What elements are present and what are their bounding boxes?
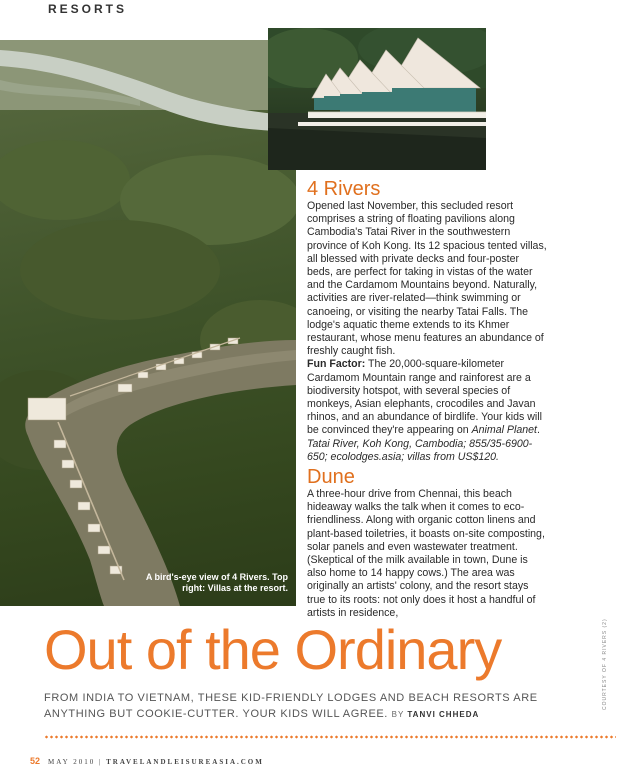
photo-caption: A bird's-eye view of 4 Rivers. Top right: Villas at the resort. xyxy=(145,572,288,593)
page-number: 52 xyxy=(30,756,41,766)
issue-date: MAY 2010 xyxy=(48,758,96,766)
fun-factor-paragraph xyxy=(307,358,547,464)
deck xyxy=(44,690,564,723)
byline-author: TANVI CHHEDA xyxy=(407,710,480,719)
dotted-rule xyxy=(44,735,616,739)
resort-title-4-rivers: 4 Rivers xyxy=(307,178,381,200)
resort-title-dune: Dune xyxy=(307,466,355,489)
aerial-photo xyxy=(0,40,296,606)
photo-credit xyxy=(598,620,608,730)
byline xyxy=(392,710,480,719)
fun-factor-end: . xyxy=(536,424,540,437)
article-column xyxy=(307,178,547,620)
deck-text: FROM INDIA TO VIETNAM, THESE KID-FRIENDLY LODGES AND BEACH RESORTS ARE ANYTHING BUT COOKIE-CUTTER. YOUR KIDS WILL AGREE. xyxy=(44,692,538,720)
page-footer: 52 MAY 2010 | TRAVELANDLEISUREASIA.COM xyxy=(30,756,264,766)
show-title: Animal Planet xyxy=(471,424,537,437)
resort-body-4-rivers: Opened last November, this secluded resort comprises a string of floating pavilions along Cambodia's Tatai River in the southwestern province of Koh Kong. Its 12 spacious tented villas, all blessed with private decks and four-poster beds, are perfect for taking in vistas of the water and the Cardamom Mountains beyond. Naturally, activities are river-related—think swimming or canoeing, or visiting the nearby Tatai Falls. The lodge's aquatic theme extends to its Khmer restaurant, whose menu features an abundance of freshly caught fish. xyxy=(307,200,547,358)
fun-factor-text: The 20,000-square-kilometer Cardamom Mountain range and rainforest are a biodiversity hotspot, with several species of monkeys, Asian elephants, crocodiles and Javan rhinos, and an abundance of birdlife. Your kids will be convinced they're appearing on xyxy=(307,358,542,437)
resort-info-4-rivers: Tatai River, Koh Kong, Cambodia; 855/35-6900-650; ecolodges.asia; villas from US$120. xyxy=(307,437,533,463)
photo-credit-text: COURTESY OF 4 RIVERS (2) xyxy=(602,618,608,710)
headline: Out of the Ordinary xyxy=(44,618,502,681)
fun-factor-label: Fun Factor: xyxy=(307,358,366,371)
section-label: RESORTS xyxy=(48,2,128,16)
website: TRAVELANDLEISUREASIA.COM xyxy=(106,758,264,766)
resort-body-dune: A three-hour drive from Chennai, this beach hideaway walks the talk when it comes to eco-friendliness. Along with organic cotton linens and plant-based toiletries, it boasts on-site composting, solar panels and even wastewater treatment. (Skeptical of the milk available in town, Dune is also home to 14 happy cows.) The area was originally an artists' colony, and the resort stays true to its roots: not only does it host a handful of artists in residence, xyxy=(307,488,545,619)
byline-prefix: BY xyxy=(391,710,405,719)
villas-photo xyxy=(268,28,486,170)
